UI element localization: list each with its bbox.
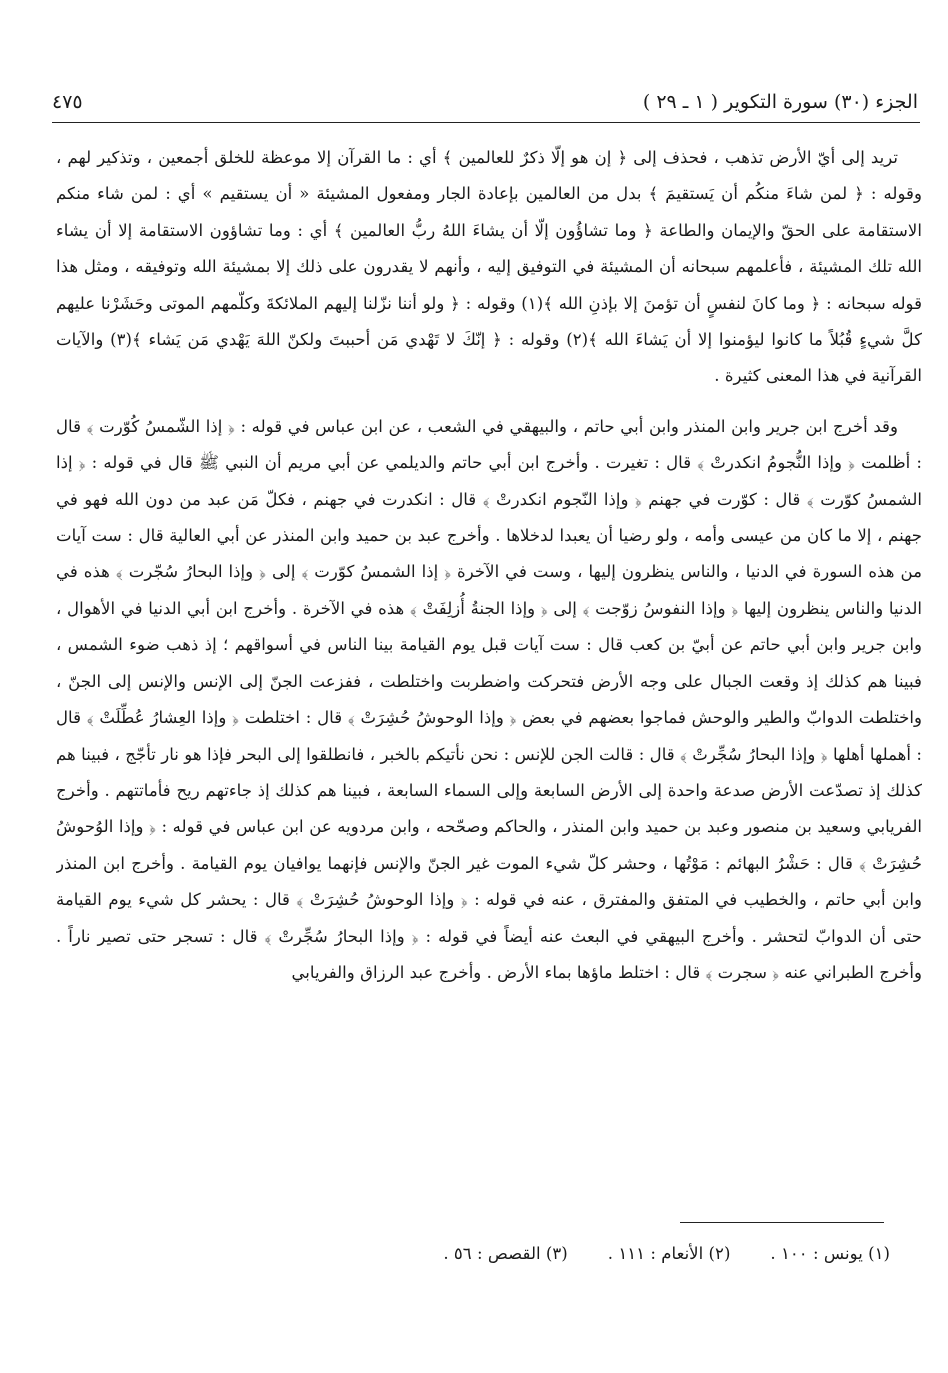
page-number: ٤٧٥ [52, 91, 83, 113]
paragraph-commentary: تريد إلى أيّ الأرض تذهب ، فحذف إلى ﴿ إن هو إلّا ذكرٌ للعالمين ﴾ أي : ما القرآن إلا موعظة للخلق أجمعين ، وتذكير لهم ، وقوله : ﴿ لمن شاءَ منكُم أن يَستقيمَ ﴾ بدل من العالمين بإعادة الجار ومفعول المشيئة « أن يستقيم » أي : لمن شاء منكم الاستقامة على الحقّ والإيمان والطاعة ﴿ وما تشاؤُون إلّا أن يشاءَ اللهُ ربُّ العالمين ﴾ أي : وما تشاؤون الاستقامة إلا أن يشاء الله تلك المشيئة ، فأعلمهم سبحانه أن المشيئة في التوفيق إليه ، وأنهم لا يقدرون على ذلك إلا بمشيئة الله وتوفيقه ، ومثل هذا قوله سبحانه : ﴿ وما كانَ لنفسٍ أن تؤمنَ إلا بإذنِ الله ﴾(١) وقوله : ﴿ ولو أننا نزّلنا إليهم الملائكةَ وكلّمهم الموتى وحَشَرْنا عليهم كلَّ شيءٍ قُبُلاً ما كانوا ليؤمنوا إلا أن يَشاءَ الله ﴾(٢) وقوله : ﴿ إنّكَ لا تَهْدي مَن أحببتَ ولكنّ اللهَ يَهْدي مَن يَشاء ﴾(٣) والآيات القرآنية في هذا المعنى كثيرة . [56, 148, 922, 386]
footnote-2: (٢) الأنعام : ١١١ . [607, 1243, 731, 1263]
footnotes [52, 1236, 890, 1270]
footnote-divider [680, 1222, 884, 1223]
header-title: الجزء (٣٠) سورة التكوير ( ١ ـ ٢٩ ) [642, 91, 918, 113]
header-divider [52, 122, 920, 123]
footnote-1: (١) يونس : ١٠٠ . [770, 1243, 890, 1263]
footnote-3: (٣) القصص : ٥٦ . [443, 1243, 568, 1263]
main-text [56, 140, 922, 1200]
paragraph-narrations: وقد أخرج ابن جرير وابن المنذر وابن أبي حاتم ، والبيهقي في الشعب ، عن ابن عباس في قوله : ﴿ إذا الشّمسُ كُوّرت ﴾ قال : أظلمت ﴿ وإذا النُّجومُ انكدرتْ ﴾ قال : تغيرت . وأخرج ابن أبي حاتم والديلمي عن أبي مريم أن النبي ﷺ قال في قوله : ﴿ إذا الشمسُ كوّرت ﴾ قال : كوّرت في جهنم ﴿ وإذا النّجوم انكدرتْ ﴾ قال : انكدرت في جهنم ، فكلّ مَن عبد من دون الله فهو في جهنم ، إلا ما كان من عيسى وأمه ، ولو رضيا أن يعبدا لدخلاها . وأخرج عبد بن حميد وابن المنذر عن أبي العالية قال : ست آيات من هذه السورة في الدنيا ، والناس ينظرون إليها ، وست في الآخرة ﴿ إذا الشمسُ كوّرت ﴾ إلى ﴿ وإذا البحارُ سُجّرت ﴾ هذه في الدنيا والناس ينظرون إليها ﴿ وإذا النفوسُ زوّجت ﴾ إلى ﴿ وإذا الجنةُ أُزلِفَتْ ﴾ هذه في الآخرة . وأخرج ابن أبي الدنيا في الأهوال ، وابن جرير وابن أبي حاتم عن أبيّ بن كعب قال : ست آيات قبل يوم القيامة بينا الناس في أسواقهم ؛ إذ ذهب ضوء الشمس ، فبينا هم كذلك إذ وقعت الجبال على وجه الأرض فتحركت واضطربت واختلطت ، ففزعت الجنّ إلى الإنس والإنس إلى الجنّ ، واختلطت الدوابّ والطير والوحش فماجوا بعضهم في بعض ﴿ وإذا الوحوشُ حُشِرَتْ ﴾ قال : اختلطت ﴿ وإذا العِشارُ عُطِّلَتْ ﴾ قال : أهملها أهلها ﴿ وإذا البحارُ سُجِّرتْ ﴾ قال : قالت الجن للإنس : نحن نأتيكم بالخبر ، فانطلقوا إلى البحر فإذا هو نار تأجّج ، فبينا هم كذلك إذ تصدّعت الأرض صدعة واحدة إلى الأرض السابعة وإلى السماء السابعة ، فبينا هم كذلك إذ جاءتهم ريح فأماتتهم . وأخرج الفريابي وسعيد بن منصور وعبد بن حميد وابن المنذر ، والحاكم وصحّحه ، وابن مردويه عن ابن عباس في قوله : ﴿ وإذا الوُحوشُ حُشِرَتْ ﴾ قال : حَشْرُ البهائم : مَوْتُها ، وحشر كلّ شيء الموت غير الجنّ والإنس فإنهما يوافيان يوم القيامة . وأخرج ابن المنذر وابن أبي حاتم ، والخطيب في المتفق والمفترق ، عنه في قوله : ﴿ وإذا الوحوشُ حُشِرَتْ ﴾ قال : يحشر كل شيء يوم القيامة حتى أن الدوابّ لتحشر . وأخرج البيهقي في البعث عنه أيضاً في قوله : ﴿ وإذا البحارُ سُجِّرتْ ﴾ قال : تسجر حتى تصير ناراً . وأخرج الطبراني عنه ﴿ سجرت ﴾ قال : اختلط ماؤها بماء الأرض . وأخرج عبد الرزاق والفريابي [56, 416, 922, 982]
running-header [52, 84, 918, 120]
